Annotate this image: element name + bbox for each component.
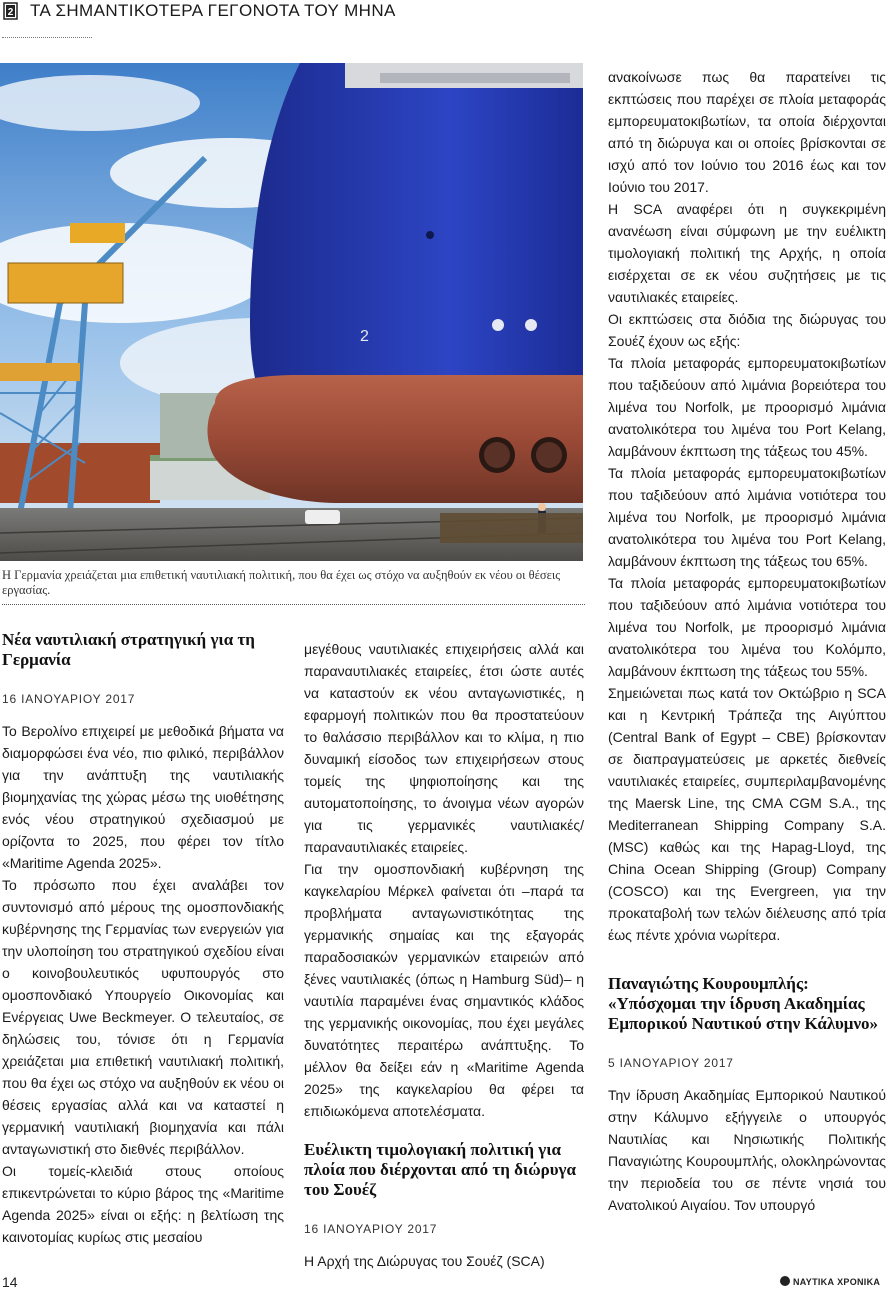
- caption-divider: [2, 604, 585, 605]
- issue-badge-icon: [3, 1, 19, 21]
- article-2-paragraph: Τα πλοία μεταφοράς εμπορευματοκιβωτίων που ταξιδεύουν από λιμάνια νοτιότερα του λιμένα του Norfolk, με προορισμό λιμάνια ανατολικότερα του λιμένα του Κολόμπο, λαμβάνουν έκπτωση της τάξεως του 55%.: [608, 575, 886, 679]
- article-2-paragraph: ανακοίνωσε πως θα παρατείνει τις εκπτώσεις που παρέχει σε πλοία μεταφοράς εμπορευματοκιβωτίων, τα οποία διέρχονται από τη διώρυγα και οι οποίες βρίσκονται σε ισχύ από τον Ιούνιο του 2016 έως και τον Ιούνιο του 2017.: [608, 69, 886, 195]
- article-1-paragraph: μεγέθους ναυτιλιακές επιχειρήσεις αλλά και παραναυτιλιακές εταιρείες, έτσι ώστε αυτές να καταστούν εκ νέου ανταγωνιστικές, η εφαρμογή πολιτικών που θα προστατεύουν το θαλάσσιο περιβάλλον και το κλίμα, η πιο δυναμική είσοδος των επιχειρήσεων στους τομείς της ψηφιοποίησης και της αυτοματοποίησης, το άνοιγμα νέων αγορών για τις γερμανικές ναυτιλιακές/παραναυτιλιακές εταιρείες.: [304, 641, 584, 855]
- article-2-paragraph: Τα πλοία μεταφοράς εμπορευματοκιβωτίων που ταξιδεύουν από λιμάνια βορειότερα του λιμένα του Norfolk, με προορισμό λιμάνια ανατολικότερα του λιμένα του Port Kelang, λαμβάνουν έκπτωση της τάξεως του 45%.: [608, 355, 886, 459]
- article-1-headline: Νέα ναυτιλιακή στρατηγική για τη Γερμανία: [2, 630, 255, 669]
- article-2-paragraph: Η Αρχή της Διώρυγας του Σουέζ (SCA): [304, 1253, 545, 1269]
- bow-draft-mark: 2: [360, 328, 369, 345]
- publication-logo-icon: [780, 1276, 790, 1286]
- column-1: [2, 630, 284, 1248]
- header-divider: [2, 37, 92, 38]
- article-2-paragraph: Η SCA αναφέρει ότι η συγκεκριμένη ανανέωση είναι σύμφωνη με την ευέλικτη τιμολογιακή πολιτική της Αρχής, η οποία εισέρχεται σε εκ νέου συζητήσεις με τις ναυτιλιακές εταιρείες.: [608, 201, 886, 305]
- article-1-paragraph: Το πρόσωπο που έχει αναλάβει τον συντονισμό από μέρους της ομοσπονδιακής κυβέρνησης της Γερμανίας των ενεργειών για την υλοποίηση του στρατηγικού σχεδίου είναι ο κοινοβουλευτικός υφυπουργός στο ομοσπονδιακό Υπουργείο Οικονομίας και Ενέργειας Uwe Beckmeyer. Ο τελευταίος, σε δηλώσεις του, τόνισε ότι η Γερμανία χρειάζεται μια επιθετική ναυτιλιακή πολιτική, που θα έχει ως στόχο να αυξηθούν εκ νέου οι θέσεις εργασίας αλλά και να καταστεί η γερμανική ναυτιλιακή βιομηχανία και πάλι ανταγωνιστική στο διεθνές περιβάλλον.: [2, 877, 284, 1157]
- article-3-date: 5 ΙΑΝΟΥΑΡΙΟΥ 2017: [608, 1056, 734, 1070]
- article-2-date: 16 ΙΑΝΟΥΑΡΙΟΥ 2017: [304, 1222, 438, 1236]
- article-2-paragraph: Σημειώνεται πως κατά τον Οκτώβριο η SCA και η Κεντρική Τράπεζα της Αιγύπτου (Central Bank of Egypt – CBE) βρίσκονταν σε διαπραγματεύσεις με αρκετές διεθνείς ναυτιλιακές εταιρείες, συμπεριλαμβανομένης της Maersk Line, της CMA CGM S.A., της Mediterranean Shipping Company S.A. (MSC) καθώς και της Hapag-Lloyd, της China Ocean Shipping (Group) Company (COSCO) και της Evergreen, για την προκαταβολή των τελών διέλευσης από τρία έως πέντε χρόνια νωρίτερα.: [608, 685, 886, 943]
- photo-caption: Η Γερμανία χρειάζεται μια επιθετική ναυτιλιακή πολιτική, που θα έχει ως στόχο να αυξηθούν εκ νέου οι θέσεις εργασίας.: [2, 568, 561, 597]
- article-3-headline: Παναγιώτης Κουρουμπλής: «Υπόσχομαι την ίδρυση Ακαδημίας Εμπορικού Ναυτικού στην Κάλυμνο»: [608, 974, 879, 1033]
- publication-brand: [780, 1276, 880, 1287]
- publication-name: ΝΑΥΤΙΚΑ ΧΡΟΝΙΚΑ: [793, 1277, 881, 1287]
- ship-bow-photo: [0, 63, 583, 561]
- article-2-paragraph: Οι εκπτώσεις στα διόδια της διώρυγας του Σουέζ έχουν ως εξής:: [608, 311, 886, 349]
- article-1-paragraph: Για την ομοσπονδιακή κυβέρνηση της καγκελαρίου Μέρκελ φαίνεται ότι –παρά τα προβλήματα ανταγωνιστικότητας της γερμανικής σημαίας και της εξαγοράς παραδοσιακών γερμανικών εταιρειών από ξένες ναυτιλιακές (όπως η Hamburg Süd)– η ναυτιλία παραμένει ένας σημαντικός κλάδος της γερμανικής οικονομίας, που έχει μεγάλες δυνατότητες περαιτέρω ανάπτυξης. Το μέλλον θα δείξει εάν η «Maritime Agenda 2025» της καγκελαρίου θα φέρει τα επιδιωκόμενα αποτελέσματα.: [304, 861, 584, 1119]
- page-number: 14: [2, 1274, 18, 1290]
- article-2-paragraph: Τα πλοία μεταφοράς εμπορευματοκιβωτίων που ταξιδεύουν από λιμάνια νοτιότερα του λιμένα του Norfolk, με προορισμό λιμάνια ανατολικότερα του λιμένα του Port Kelang, λαμβάνουν έκπτωση της τάξεως του 65%.: [608, 465, 886, 569]
- column-3: [608, 66, 886, 1216]
- section-title: ΤΑ ΣΗΜΑΝΤΙΚΟΤΕΡΑ ΓΕΓΟΝΟΤΑ ΤΟΥ ΜΗΝΑ: [30, 1, 396, 20]
- article-1-date: 16 ΙΑΝΟΥΑΡΙΟΥ 2017: [2, 692, 136, 706]
- column-2: [304, 638, 584, 1272]
- issue-number: 2: [7, 7, 14, 18]
- article-2-headline: Ευέλικτη τιμολογιακή πολιτική για πλοία που διέρχονται από τη διώρυγα του Σουέζ: [304, 1140, 576, 1199]
- article-3-paragraph: Την ίδρυση Ακαδημίας Εμπορικού Ναυτικού στην Κάλυμνο εξήγγειλε ο υπουργός Ναυτιλίας και Νησιωτικής Πολιτικής Παναγιώτης Κουρουμπλής, ολοκληρώνοντας την περιοδεία του σε πέντε νησιά του Ανατολικού Αιγαίου. Τον υπουργό: [608, 1087, 886, 1213]
- article-1-paragraph: Οι τομείς-κλειδιά στους οποίους επικεντρώνεται το κύριο βάρος της «Maritime Agenda 2025» είναι οι εξής: η βελτίωση της καινοτομίας κυρίως στις μεσαίου: [2, 1163, 284, 1245]
- page-header: [0, 0, 888, 30]
- article-1-paragraph: Το Βερολίνο επιχειρεί με μεθοδικά βήματα να διαμορφώσει ένα νέο, πιο φιλικό, περιβάλλον για την ανάπτυξη της ναυτιλιακής βιομηχανίας της χώρας μέσω της υιοθέτησης ενός νέου στρατηγικού σχεδιασμού με ορίζοντα το 2025, που φέρει τον τίτλο «Maritime Agenda 2025».: [2, 723, 284, 871]
